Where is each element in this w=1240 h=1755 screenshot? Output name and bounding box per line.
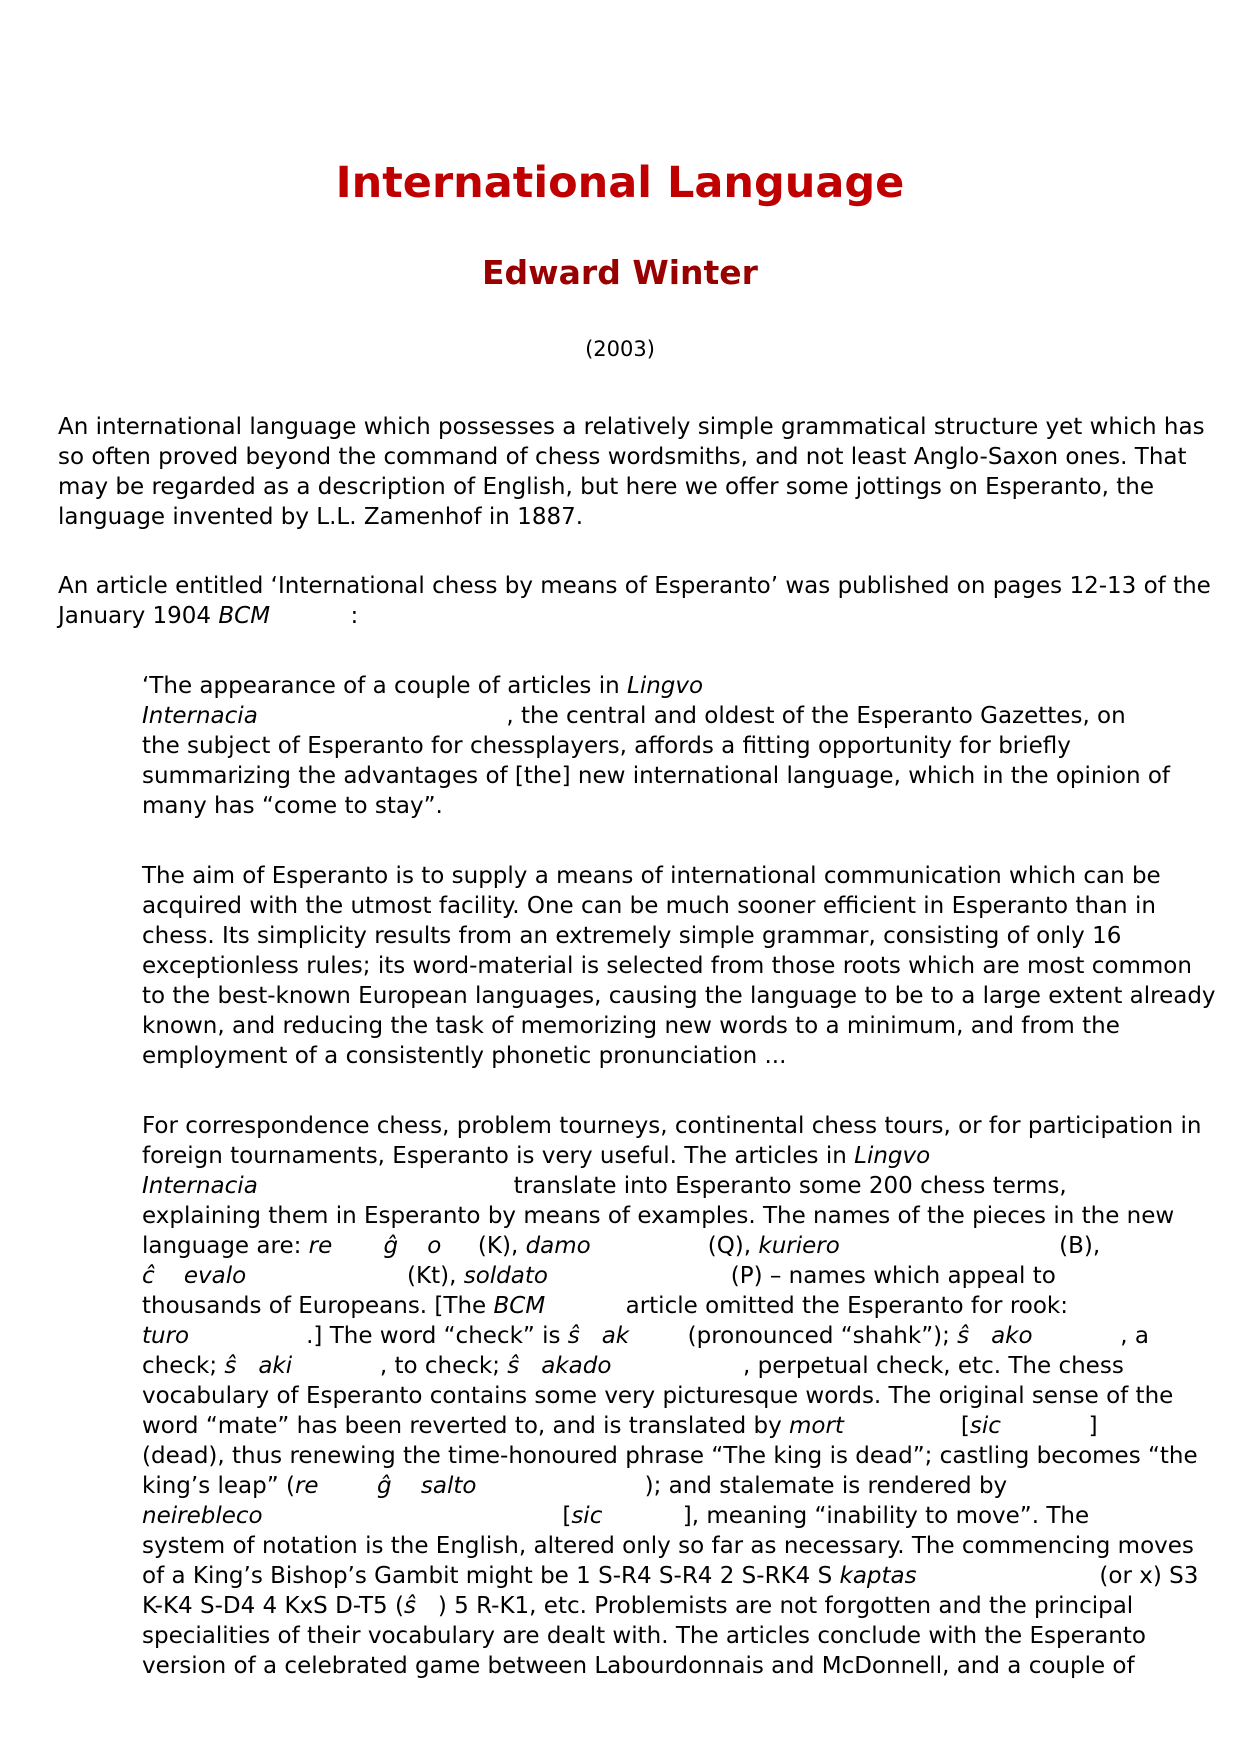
text-line: neirebleco [sic ], meaning “inability to move”. The: [142, 1503, 1090, 1529]
text-line: An article entitled ‘International chess by means of Esperanto’ was published on pages 12-13 of the: [58, 573, 1211, 599]
text-line: exceptionless rules; its word-material is selected from those roots which are most common: [142, 953, 1192, 979]
text-line: may be regarded as a description of English, but here we offer some jottings on Esperanto, the: [58, 474, 1154, 500]
text-line: explaining them in Esperanto by means of examples. The names of the pieces in the new: [142, 1203, 1175, 1229]
bcm-italic: BCM: [218, 603, 271, 629]
text-line: chess. Its simplicity results from an extremely simple grammar, consisting of only 16: [142, 923, 1122, 949]
text-line: For correspondence chess, problem tourneys, continental chess tours, or for participation in: [142, 1113, 1202, 1139]
text-line: to the best-known European languages, causing the language to be to a large extent already: [142, 983, 1216, 1009]
text-line: specialities of their vocabulary are dealt with. The articles conclude with the Esperanto: [142, 1623, 1146, 1649]
intro-paragraph: [58, 412, 1205, 532]
article-intro-paragraph: [58, 571, 1211, 631]
quote-paragraph-2: [142, 861, 1216, 1071]
text-line: Internacia translate into Esperanto some 200 chess terms,: [142, 1173, 1067, 1199]
text-line: version of a celebrated game between Labourdonnais and McDonnell, and a couple of: [142, 1653, 1135, 1679]
text-line: An international language which possesses a relatively simple grammatical structure yet which has: [58, 414, 1205, 440]
text-line: the subject of Esperanto for chessplayers, affords a fitting opportunity for briefly: [142, 733, 1071, 759]
text-line: system of notation is the English, altered only so far as necessary. The commencing moves: [142, 1533, 1194, 1559]
text-line: summarizing the advantages of [the] new international language, which in the opinion of: [142, 763, 1171, 789]
quote-paragraph-3: [142, 1111, 1202, 1681]
quote-paragraph-1: [142, 671, 1182, 821]
text-line: vocabulary of Esperanto contains some very picturesque words. The original sense of the: [142, 1383, 1174, 1409]
text-line: thousands of Europeans. [The BCM article omitted the Esperanto for rook:: [142, 1293, 1068, 1319]
text-line: foreign tournaments, Esperanto is very useful. The articles in Lingvo: [142, 1143, 931, 1169]
text-line: language are: re ĝ o (K), damo (Q), kuriero (B),: [142, 1233, 1101, 1259]
text-line: many has “come to stay”.: [142, 793, 443, 819]
text-line: The aim of Esperanto is to supply a means of international communication which can be: [142, 863, 1161, 889]
text-line: acquired with the utmost facility. One can be much sooner efficient in Esperanto than in: [142, 893, 1156, 919]
text-line: king’s leap” (re ĝ salto ); and stalemate is rendered by: [142, 1473, 1008, 1499]
publication-year: (2003): [585, 337, 655, 361]
text-line: check; ŝ aki , to check; ŝ akado , perpetual check, etc. The chess: [142, 1353, 1124, 1379]
text-line: ‘The appearance of a couple of articles in Lingvo: [142, 673, 704, 699]
text-line: language invented by L.L. Zamenhof in 1887.: [58, 504, 584, 530]
text-line: ĉ evalo (Kt), soldato (P) – names which appeal to: [142, 1263, 1056, 1289]
text-line: word “mate” has been reverted to, and is translated by mort [sic ]: [142, 1413, 1098, 1439]
text-line: K-K4 S-D4 4 KxS D-T5 (ŝ ) 5 R-K1, etc. Problemists are not forgotten and the principal: [142, 1593, 1134, 1619]
text-line: (dead), thus renewing the time-honoured phrase “The king is dead”; castling becomes “the: [142, 1443, 1198, 1469]
author-name: Edward Winter: [482, 253, 758, 292]
text-line: turo .] The word “check” is ŝ ak (pronounced “shahk”); ŝ ako , a: [142, 1323, 1150, 1349]
text-line: Internacia , the central and oldest of the Esperanto Gazettes, on: [142, 703, 1126, 729]
text-line: so often proved beyond the command of chess wordsmiths, and not least Anglo-Saxon ones. That: [58, 444, 1187, 470]
text-line: known, and reducing the task of memorizing new words to a minimum, and from the: [142, 1013, 1120, 1039]
text-line: of a King’s Bishop’s Gambit might be 1 S-R4 S-R4 2 S-RK4 S kaptas (or x) S3: [142, 1563, 1199, 1589]
document-title: International Language: [335, 158, 905, 208]
text-line: employment of a consistently phonetic pronunciation ...: [142, 1043, 787, 1069]
text-line: January 1904 BCM :: [58, 603, 359, 629]
